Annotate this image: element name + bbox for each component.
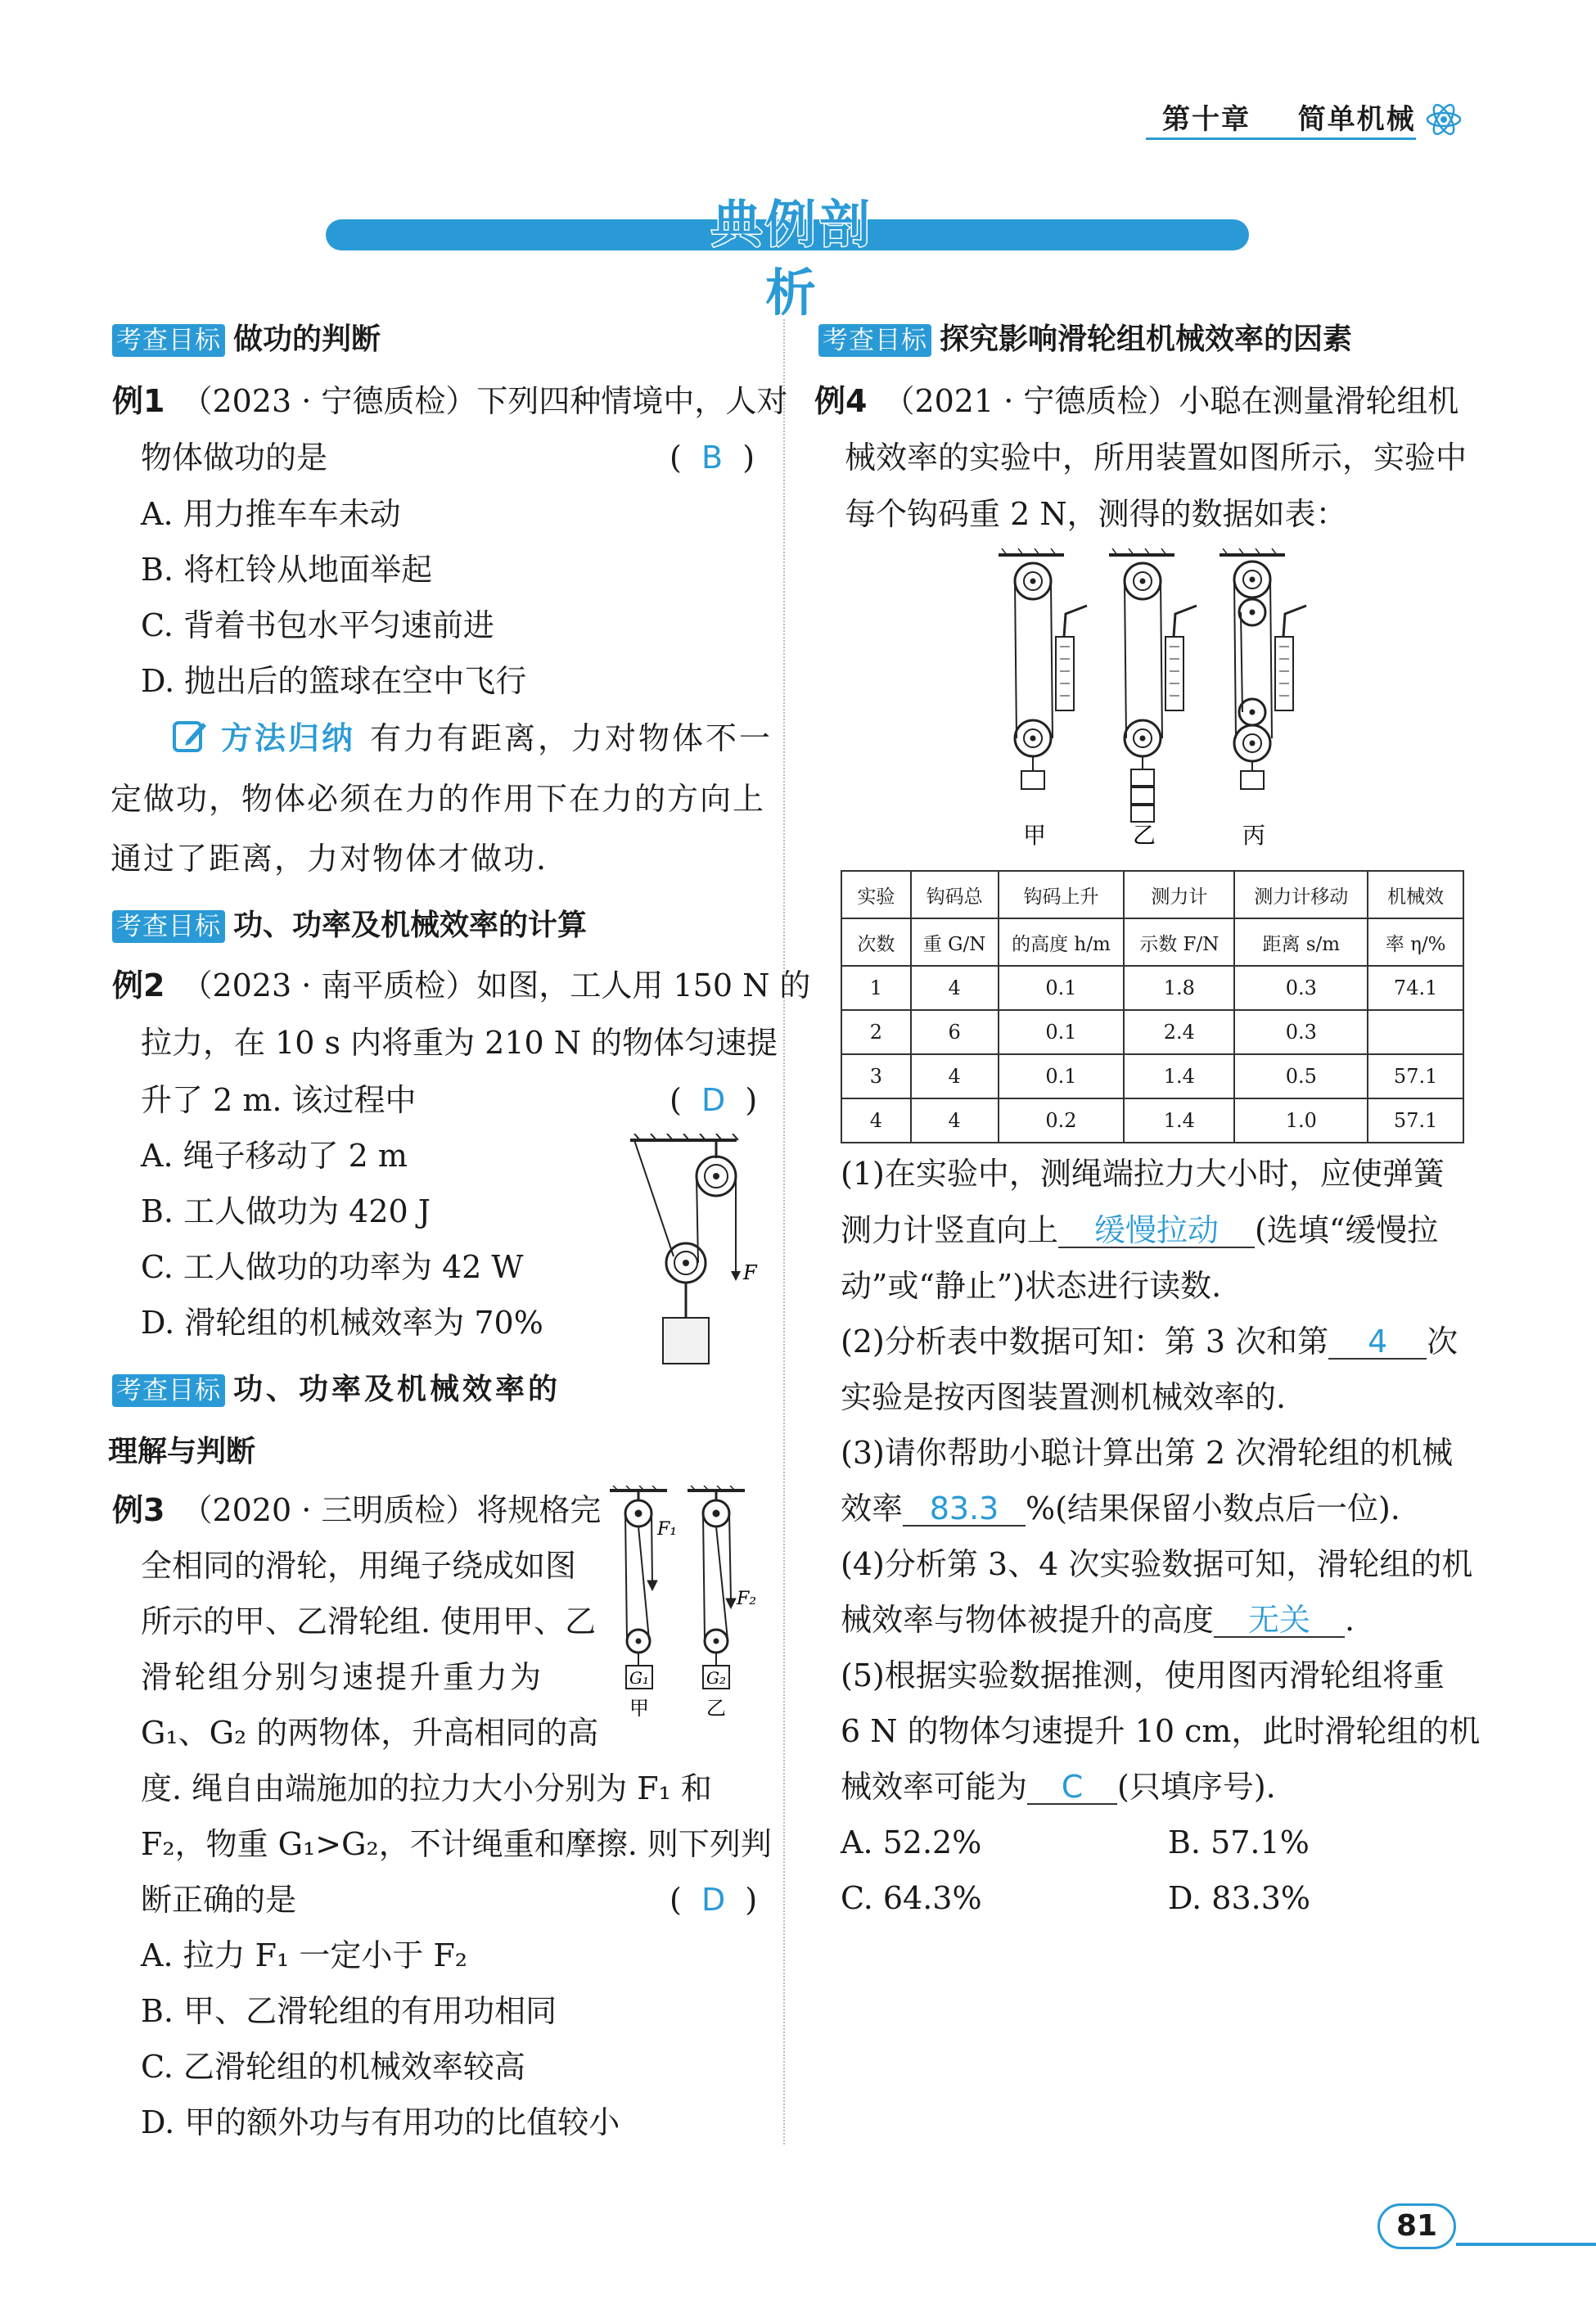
atom-icon — [1424, 100, 1463, 139]
ex3-line6: 度. 绳自由端施加的拉力大小分别为 F₁ 和 — [141, 1770, 712, 1806]
ex3-label: 例3 — [112, 1492, 165, 1528]
section-heading-4 — [818, 318, 1352, 359]
table-cell: 57.1 — [1368, 1098, 1463, 1143]
table-cell: 1.8 — [1124, 966, 1234, 1010]
header-cell: 率 η/% — [1368, 918, 1463, 966]
ex3-line5: G₁、G₂ 的两物体，升高相同的高 — [141, 1715, 599, 1751]
ex2-option-b: B. 工人做功为 420 J — [141, 1193, 431, 1229]
table-cell: 1.4 — [1124, 1054, 1234, 1098]
ex2-answer-value: D — [701, 1082, 726, 1118]
q5-option-b: B. 57.1% — [1168, 1824, 1310, 1860]
q4-text: 械效率与物体被提升的高度 — [841, 1602, 1215, 1638]
q1-text-post: (选填“缓慢拉 — [1255, 1212, 1439, 1248]
ex1-answer-value: B — [701, 440, 724, 476]
table-header-row-1 — [841, 871, 1463, 918]
ex3-line4: 滑轮组分别匀速提升重力为 — [141, 1659, 544, 1695]
fig-label-yi: 乙 — [1133, 822, 1156, 849]
chapter-header — [1162, 97, 1416, 137]
table-cell: 3 — [841, 1054, 911, 1098]
ex2-pulley-figure — [622, 1134, 769, 1379]
g2-label: G₂ — [706, 1668, 726, 1688]
ex3-stem: （2020 · 三明质检）将规格完 — [181, 1492, 602, 1528]
ex4-pulley-figure — [982, 548, 1326, 851]
ex3-option-d: D. 甲的额外功与有用功的比值较小 — [141, 2104, 620, 2140]
header-underline — [1146, 138, 1416, 140]
q2-line2: 实验是按丙图装置测机械效率的. — [841, 1379, 1287, 1415]
table-cell: 0.1 — [999, 1054, 1125, 1098]
table-cell: 1 — [841, 966, 911, 1010]
table-cell: 0.3 — [1234, 966, 1368, 1010]
table-row — [841, 1054, 1463, 1098]
ex3-line7: F₂，物重 G₁>G₂，不计绳重和摩擦. 则下列判 — [141, 1826, 772, 1862]
header-cell: 的高度 h/m — [999, 918, 1125, 966]
section-heading-1 — [112, 318, 381, 359]
header-cell: 钩码总 — [911, 871, 999, 918]
table-row — [841, 1098, 1463, 1143]
ex4-data-table — [841, 870, 1464, 1143]
ex4-stem: （2021 · 宁德质检）小聪在测量滑轮组机 — [883, 383, 1459, 419]
fig-label-bing: 丙 — [1242, 822, 1266, 849]
section-title: 做功的判断 — [233, 322, 381, 356]
q5-option-a: A. 52.2% — [841, 1824, 982, 1860]
q2-text-post: 次 — [1427, 1324, 1458, 1360]
q5-line2: 6 N 的物体匀速提升 10 cm，此时滑轮组的机 — [841, 1713, 1481, 1749]
ex2-option-d: D. 滑轮组的机械效率为 70% — [141, 1305, 543, 1341]
table-cell: 0.5 — [1234, 1054, 1368, 1098]
table-cell: 0.1 — [999, 1010, 1125, 1054]
ex4-line1 — [814, 381, 1458, 421]
fig-label-jia: 甲 — [1023, 822, 1047, 849]
table-cell: 0.2 — [999, 1098, 1125, 1143]
ex3-option-c: C. 乙滑轮组的机械效率较高 — [141, 2049, 525, 2085]
header-cell: 机械效 — [1368, 871, 1463, 918]
table-cell: 1.0 — [1234, 1098, 1368, 1143]
chapter-title: 简单机械 — [1297, 103, 1416, 136]
table-cell: 4 — [911, 1054, 999, 1098]
header-cell: 距离 s/m — [1234, 918, 1368, 966]
header-cell: 测力计移动 — [1234, 871, 1368, 918]
page-number-badge — [1377, 2203, 1456, 2249]
q5-answer-blank: C — [1027, 1770, 1117, 1805]
header-cell: 重 G/N — [911, 918, 999, 966]
q2-answer-blank: 4 — [1328, 1325, 1427, 1360]
method-line1 — [221, 719, 773, 758]
method-line3: 通过了距离，力对物体才做功. — [110, 841, 548, 877]
ex1-option-c: C. 背着书包水平匀速前进 — [141, 607, 494, 643]
ex3-line8: 断正确的是 — [141, 1882, 297, 1918]
q3-line1: (3)请你帮助小聪计算出第 2 次滑轮组的机械 — [841, 1435, 1454, 1471]
ex3-answer: ( D ) — [670, 1882, 758, 1918]
header-cell: 示数 F/N — [1124, 918, 1234, 966]
table-cell: 6 — [911, 1010, 999, 1054]
q5-text-post: (只填序号). — [1117, 1769, 1276, 1805]
force-label: F — [743, 1261, 757, 1284]
method-line2: 定做功，物体必须在力的作用下在力的方向上 — [110, 781, 766, 817]
q2-text: (2)分析表中数据可知：第 3 次和第 — [841, 1324, 1329, 1360]
q1-line2 — [841, 1211, 1438, 1250]
q1-line3: 动”或“静止”)状态进行读数. — [841, 1268, 1222, 1304]
method-label: 方法归纳 — [221, 720, 356, 756]
section-tag: 考查目标 — [112, 1374, 225, 1407]
section-tag: 考查目标 — [818, 324, 931, 357]
q3-text-post: %(结果保留小数点后一位). — [1026, 1490, 1400, 1527]
ex3-answer-value: D — [701, 1882, 726, 1918]
q5-line1: (5)根据实验数据推测，使用图丙滑轮组将重 — [841, 1657, 1445, 1693]
table-cell: 0.1 — [999, 966, 1125, 1010]
ex1-option-b: B. 将杠铃从地面举起 — [141, 552, 433, 588]
section-tag: 考查目标 — [112, 324, 225, 357]
banner-title — [686, 190, 899, 322]
section-title: 探究影响滑轮组机械效率的因素 — [940, 322, 1353, 356]
table-cell: 2 — [841, 1010, 911, 1054]
table-cell: 57.1 — [1368, 1054, 1463, 1098]
ex2-label: 例2 — [112, 967, 165, 1003]
table-cell: 2.4 — [1124, 1010, 1234, 1054]
ex3-option-a: A. 拉力 F₁ 一定小于 F₂ — [141, 1937, 468, 1973]
ex2-stem: （2023 · 南平质检）如图，工人用 150 N 的 — [181, 967, 811, 1003]
ex1-line1 — [112, 381, 787, 421]
g1-label: G₁ — [629, 1668, 649, 1688]
q3-text: 效率 — [841, 1490, 904, 1527]
section-tag: 考查目标 — [112, 910, 225, 943]
header-cell: 测力计 — [1124, 871, 1234, 918]
q1-answer-blank: 缓慢拉动 — [1058, 1214, 1255, 1248]
header-cell: 实验 — [841, 871, 911, 918]
header-cell: 次数 — [841, 918, 911, 966]
q5-option-d: D. 83.3% — [1168, 1880, 1310, 1916]
section-title: 功、功率及机械效率的 — [233, 1373, 561, 1406]
footer-line — [1456, 2243, 1596, 2246]
ex3-pulley-figure — [602, 1486, 765, 1731]
ex2-option-c: C. 工人做功的功率为 42 W — [141, 1249, 524, 1285]
ex2-option-a: A. 绳子移动了 2 m — [141, 1138, 408, 1174]
chapter-number: 第十章 — [1162, 103, 1251, 136]
q1-line1: (1)在实验中，测绳端拉力大小时，应使弹簧 — [841, 1156, 1445, 1192]
f2-label: F₂ — [737, 1589, 757, 1609]
f1-label: F₁ — [657, 1519, 678, 1540]
q4-answer-blank: 无关 — [1214, 1603, 1345, 1638]
q5-option-c: C. 64.3% — [841, 1880, 982, 1916]
ex1-stem-2: 物体做功的是 — [141, 440, 328, 476]
q5-line3 — [841, 1767, 1276, 1806]
ex2-line2: 拉力，在 10 s 内将重为 210 N 的物体匀速提 — [141, 1025, 778, 1061]
section-heading-2 — [112, 904, 587, 945]
ex1-label: 例1 — [112, 383, 165, 419]
jia-label: 甲 — [629, 1697, 649, 1720]
edit-icon — [172, 718, 208, 754]
table-cell: 4 — [911, 1098, 999, 1143]
header-cell: 钩码上升 — [999, 871, 1125, 918]
ex4-label: 例4 — [814, 383, 868, 419]
table-row — [841, 1010, 1463, 1054]
ex1-answer: ( B ) — [670, 440, 755, 476]
table-header-row-2 — [841, 918, 1463, 966]
ex3-line1 — [112, 1490, 601, 1530]
ex4-line3: 每个钩码重 2 N，测得的数据如表： — [845, 496, 1347, 532]
q4-line2 — [841, 1600, 1355, 1639]
table-cell — [1368, 1010, 1463, 1054]
section-heading-3-line2: 理解与判断 — [108, 1435, 256, 1468]
q3-answer-blank: 83.3 — [903, 1492, 1026, 1527]
table-cell: 1.4 — [1124, 1098, 1234, 1143]
ex3-line2: 全相同的滑轮，用绳子绕成如图 — [141, 1548, 577, 1584]
ex2-answer: ( D ) — [670, 1082, 758, 1118]
q5-text: 械效率可能为 — [841, 1769, 1028, 1805]
ex1-stem: （2023 · 宁德质检）下列四种情境中，人对 — [181, 383, 788, 419]
method-text-1: 有力有距离，力对物体不一 — [370, 720, 773, 756]
ex1-option-a: A. 用力推车车未动 — [141, 496, 401, 532]
q3-line2 — [841, 1489, 1400, 1528]
table-cell: 4 — [911, 966, 999, 1010]
ex3-option-b: B. 甲、乙滑轮组的有用功相同 — [141, 1993, 557, 2029]
page-number: 81 — [1395, 2209, 1438, 2243]
column-divider — [783, 319, 785, 2144]
section-heading-3 — [112, 1369, 561, 1409]
table-cell: 4 — [841, 1098, 911, 1143]
section-title: 功、功率及机械效率的计算 — [233, 909, 588, 942]
ex3-line3: 所示的甲、乙滑轮组. 使用甲、乙 — [141, 1603, 597, 1639]
table-cell: 0.3 — [1234, 1010, 1368, 1054]
q4-text-post: . — [1345, 1602, 1355, 1638]
ex1-line2 — [141, 438, 327, 477]
q2-line1 — [841, 1322, 1458, 1361]
yi-label: 乙 — [706, 1697, 726, 1720]
table-cell: 74.1 — [1368, 966, 1463, 1010]
q1-text: 测力计竖直向上 — [841, 1212, 1059, 1248]
ex2-line1 — [112, 966, 810, 1005]
ex2-line3: 升了 2 m. 该过程中 — [141, 1082, 417, 1118]
ex4-line2: 械效率的实验中，所用装置如图所示，实验中 — [845, 440, 1468, 476]
ex1-option-d: D. 抛出后的篮球在空中飞行 — [141, 663, 527, 699]
table-row — [841, 966, 1463, 1010]
q4-line1: (4)分析第 3、4 次实验数据可知，滑轮组的机 — [841, 1546, 1473, 1582]
banner-text: 典例剖析 — [710, 194, 873, 322]
